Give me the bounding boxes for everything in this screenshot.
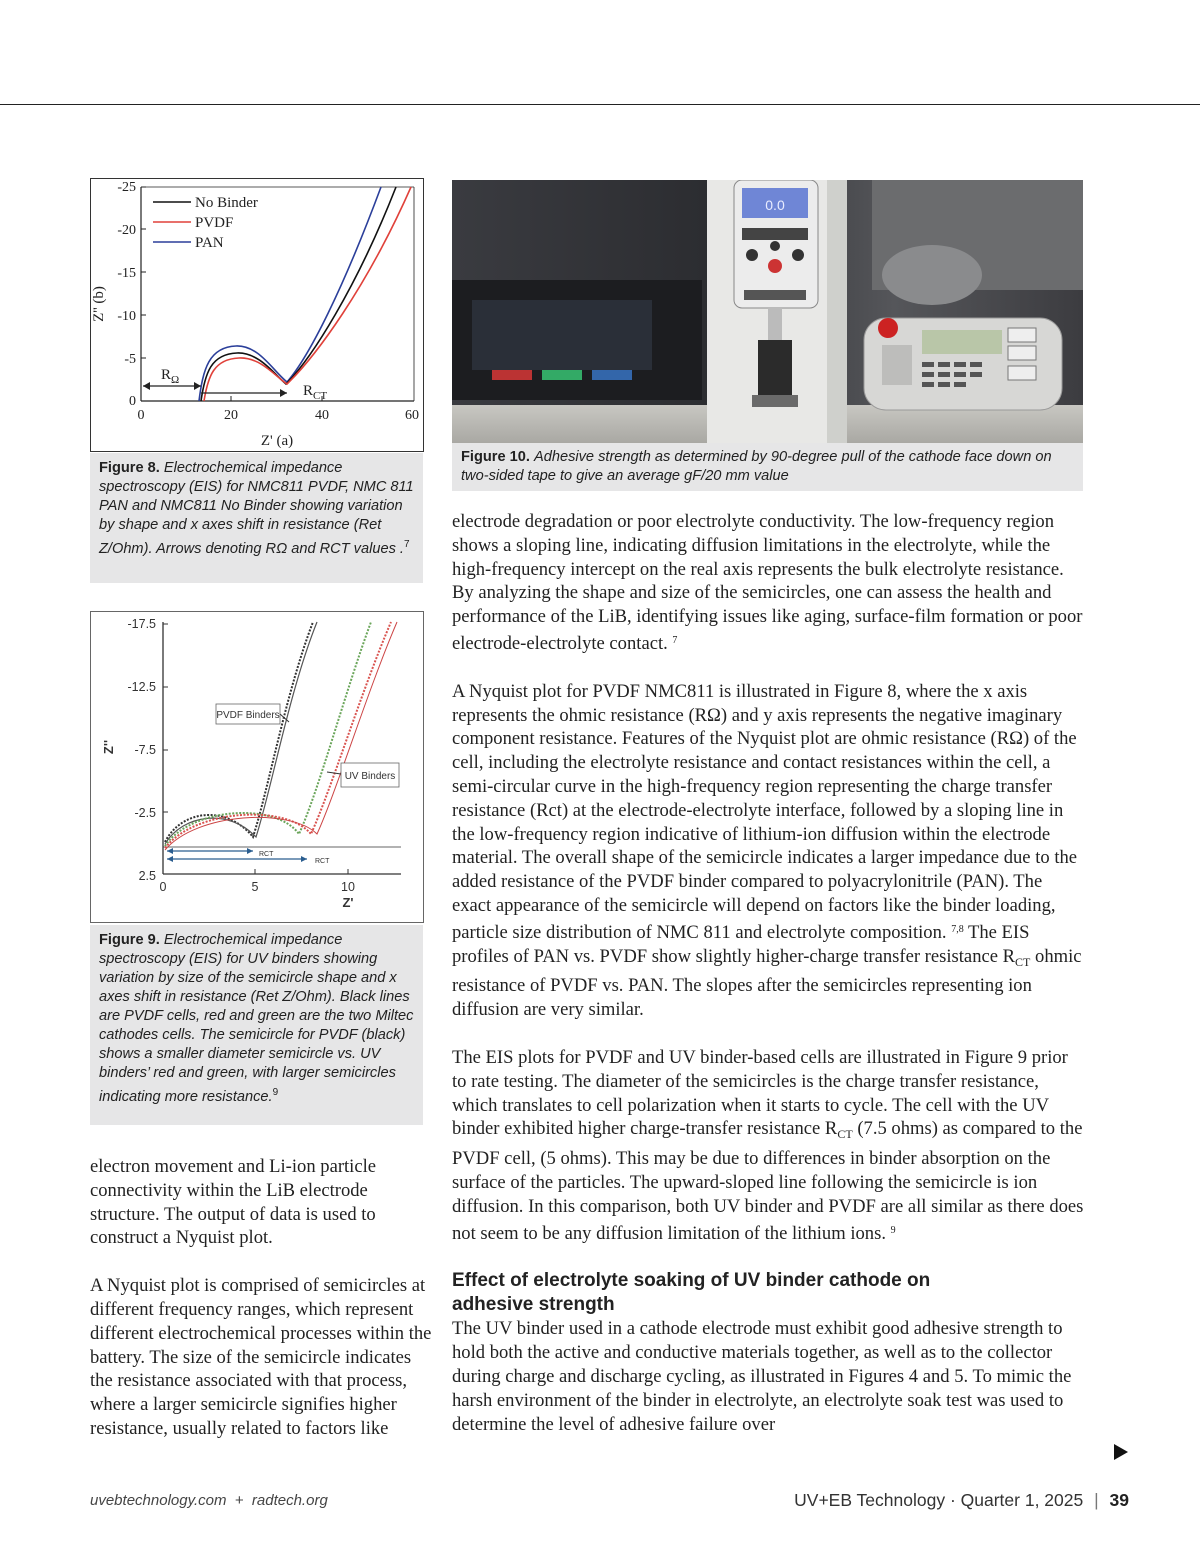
section-heading: Effect of electrolyte soaking of UV binder cathode on adhesive strength xyxy=(452,1270,931,1316)
fig8-ytick: -25 xyxy=(117,180,136,195)
fig8-r-omega-label: $R_\Omega$ xyxy=(161,367,180,386)
left-paragraph-2: A Nyquist plot is comprised of semicircles at different frequency ranges, which represent different electrochemical processes within the battery. The size of the semicircle indicates the resistance associated with that process, where a larger semicircle signifies higher resistance, usually related to factors like xyxy=(90,1275,432,1439)
fig9-pvdf-binders-label: PVDF Binders xyxy=(216,710,280,721)
fig8-ytick: -10 xyxy=(117,309,136,324)
fig8-series-pvdf xyxy=(204,187,411,401)
fig9-ylabel: Z'' xyxy=(101,739,116,755)
figure-8-plot xyxy=(90,178,424,452)
fig9-xtick: 5 xyxy=(251,880,259,894)
fig9-xlabel: Z' xyxy=(342,895,354,910)
footer-publication: UV+EB Technology · Quarter 1, 2025 | 39 xyxy=(794,1490,1129,1510)
figure-10-caption-label: Figure 10. xyxy=(461,449,530,465)
fig9-uv-binders-label: UV Binders xyxy=(344,771,396,782)
page-number: 39 xyxy=(1109,1490,1129,1510)
fig8-xtick: 20 xyxy=(224,408,238,423)
footer-websites: uvebtechnology.com + radtech.org xyxy=(90,1492,328,1509)
fig8-ytick: -15 xyxy=(117,266,136,281)
fig9-series-uv-green xyxy=(165,622,371,846)
fig8-legend-pvdf: PVDF xyxy=(195,215,234,231)
right-paragraph-1: electrode degradation or poor electrolyte conductivity. The low-frequency region shows a sloping line, indicating diffusion limitations in the electrolyte, while the high-frequency intercept on the real axis represents the bulk electrolyte resistance. By analyzing the shape and size of the semicircles, one can assess the health and performance of the LiB, identifying issues like aging, surface-film formation or poor electrode-electrolyte contact. $^7$ xyxy=(452,511,1083,654)
figure-9-caption-text: Electrochemical impedance spectroscopy (EIS) for UV binders showing variation by size of the semicircle shape and x axes shift in resistance (Ret Z/Ohm). Black lines are PVDF cells, red and green are the two Miltec cathodes cells. The semicircle for PVDF (black) shows a smaller diameter semicircle vs. UV binders’ red and green, with larger semicircles indicating more resistance. xyxy=(99,932,414,1105)
fig9-rct2-label: RCT xyxy=(315,858,330,865)
figure-10-photo xyxy=(452,180,1083,443)
figure-10-illustration xyxy=(452,180,1083,443)
fig8-legend-no-binder: No Binder xyxy=(195,195,258,211)
right-paragraph-3: The EIS plots for PVDF and UV binder-based cells are illustrated in Figure 9 prior to rate testing. The diameter of the semicircles is the charge transfer resistance, which translates to cell polarization when it starts to cycle. The cell with the UV binder exhibited higher charge-transfer resistance $R_{CT}$ (7.5 ohms) as compared to the PVDF cell, (5 ohms). This may be due to differences in binder absorption on the surface of the particles. The upward-sloped line following the semicircle is ion diffusion. In this comparison, both UV binder and PVDF are all similar as there does not seem to be any diffusion limitation of the lithium ions. $^9$ xyxy=(452,1046,1084,1244)
fig9-xtick: 10 xyxy=(341,880,355,894)
fig8-ytick: 0 xyxy=(129,394,136,409)
figure-9-caption xyxy=(90,925,423,1125)
left-paragraph-1: electron movement and Li-ion particle connectivity within the LiB electrode structure. The output of data is used to construct a Nyquist plot. xyxy=(90,1156,377,1249)
fig9-ytick: -2.5 xyxy=(134,806,156,820)
right-column-text xyxy=(452,510,1086,1436)
figure-8-caption-ref: 7 xyxy=(403,539,410,550)
figure-8-caption-text: Electrochemical impedance spectroscopy (EIS) for NMC811 PVDF, NMC 811 PAN and NMC811 No Binder showing variation by shape and x axes shift in resistance (Ret Z/Ohm). Arrows denoting RΩ and RCT values . xyxy=(99,460,414,557)
play-triangle-icon xyxy=(1114,1444,1128,1460)
figure-8-svg xyxy=(91,179,423,451)
force-gauge-reading: 0.0 xyxy=(765,197,785,213)
fig9-ytick: -17.5 xyxy=(127,617,156,631)
figure-9-caption-ref: 9 xyxy=(272,1087,279,1098)
fig9-ytick: -12.5 xyxy=(127,680,156,694)
footer-publication-title: UV+EB Technology · Quarter 1, 2025 xyxy=(794,1490,1084,1510)
right-paragraph-4: The UV binder used in a cathode electrode must exhibit good adhesive strength to hold both the active and conductive materials together, as well as to the collector during charge and discharge cycling, as illustrated in Figures 4 and 5. To mimic the harsh environment of the binder in electrolyte, an electrolyte soak test was used to determine the level of adhesive failure over xyxy=(452,1318,1072,1435)
fig9-ytick: -7.5 xyxy=(134,743,156,757)
left-column-text xyxy=(90,1155,435,1441)
fig8-xtick: 40 xyxy=(315,408,329,423)
figure-10-caption-text: Adhesive strength as determined by 90-degree pull of the cathode face down on two-sided tape to give an average gF/20 mm value xyxy=(461,449,1052,484)
figure-9-svg xyxy=(91,612,423,922)
fig8-xtick: 60 xyxy=(405,408,419,423)
fig9-xtick: 0 xyxy=(159,880,167,894)
fig9-ytick: 2.5 xyxy=(138,869,156,883)
fig8-xtick: 0 xyxy=(137,408,145,423)
fig9-rct1-label: RCT xyxy=(259,851,274,858)
figure-8-caption-label: Figure 8. xyxy=(99,460,160,476)
right-paragraph-2: A Nyquist plot for PVDF NMC811 is illustrated in Figure 8, where the x axis represents the ohmic resistance (RΩ) and y axis represents the negative imaginary component resistance. Features of the Nyquist plot are ohmic resistance (RΩ) of the cell, including the electrolyte resistance and contact resistances within the cell, a semi-circular curve in the high-frequency region representing the charge transfer resistance (Rct) at the electrode-electrolyte interface, followed by a sloping line in the low-frequency region indicative of lithium-ion diffusion within the electrode material. The overall shape of the semicircle indicates a larger impedance due to the added resistance of the PVDF binder compared to polyacrylonitrile (PAN). The exact appearance of the semicircle will depend on factors like the binder loading, particle size distribution of NMC 811 and electrolyte composition. $^{7,8}$ The EIS profiles of PAN vs. PVDF show slightly higher-charge transfer resistance $R_{CT}$ ohmic resistance of PVDF vs. PAN. The slopes after the semicircles representing ion diffusion are very similar. xyxy=(452,680,1082,1021)
fig9-series-uv-red xyxy=(165,622,391,848)
fig8-xlabel: Z' (a) xyxy=(260,433,294,449)
header-rule xyxy=(0,104,1200,105)
figure-9-caption-label: Figure 9. xyxy=(99,932,160,948)
fig8-ytick: -5 xyxy=(124,352,136,367)
fig9-series-pvdf xyxy=(165,622,313,842)
fig8-legend-pan: PAN xyxy=(195,235,224,251)
figure-9-plot xyxy=(90,611,424,923)
fig8-rct-label: $R_{CT}$ xyxy=(303,383,328,402)
fig8-ylabel: Z'' (b) xyxy=(91,286,107,322)
figure-10-caption xyxy=(452,443,1083,491)
figure-8-caption xyxy=(90,453,423,583)
fig8-ytick: -20 xyxy=(117,223,136,238)
